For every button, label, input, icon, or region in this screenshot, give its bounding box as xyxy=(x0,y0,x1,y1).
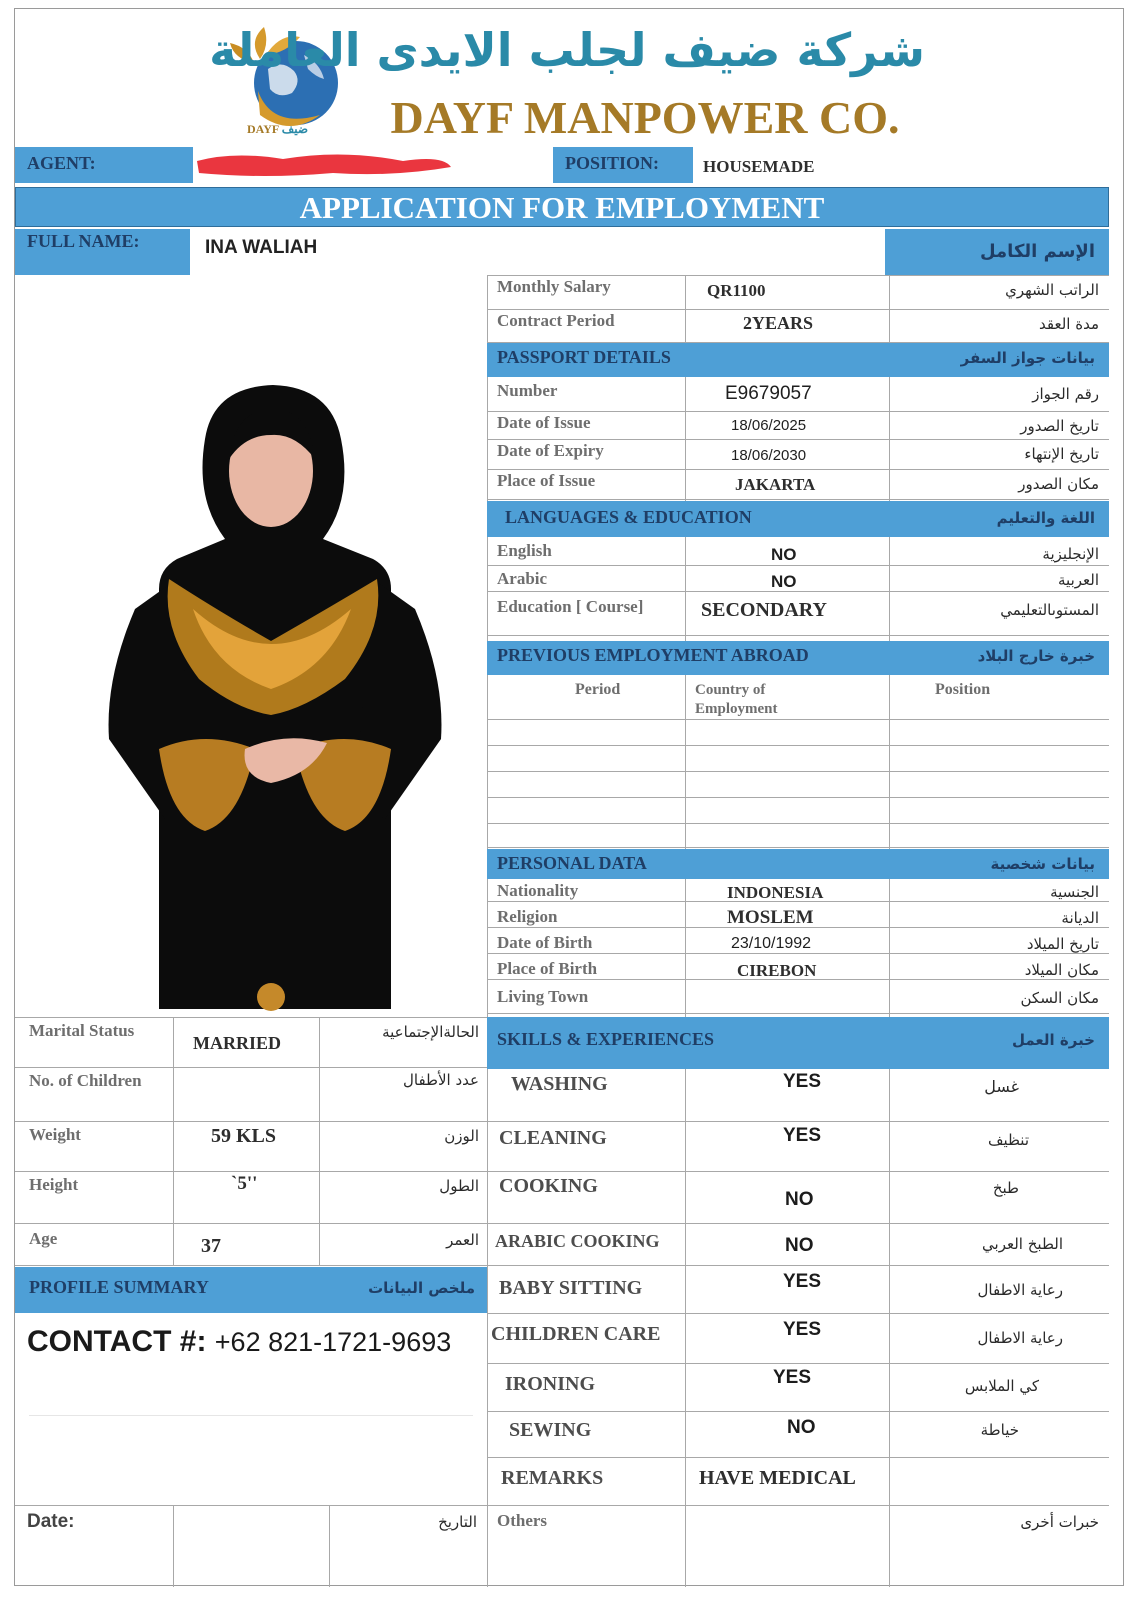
education-value: SECONDARY xyxy=(701,599,827,621)
company-name-arabic: شركة ضيف لجلب الايدى العاملة xyxy=(209,23,925,77)
marital-status-value: MARRIED xyxy=(193,1033,281,1053)
form-title: APPLICATION FOR EMPLOYMENT xyxy=(299,190,825,225)
date-of-issue-value: 18/06/2025 xyxy=(731,417,807,434)
profile-summary-arabic: ملخص البيانات xyxy=(368,1279,475,1297)
date-of-birth-value: 23/10/1992 xyxy=(731,935,812,952)
skill-ironing-arabic: كي الملابس xyxy=(964,1377,1039,1395)
position-label: POSITION: xyxy=(565,153,660,173)
date-of-expiry-label: Date of Expiry xyxy=(497,441,604,460)
religion-arabic: الديانة xyxy=(1061,909,1099,927)
contact-number xyxy=(27,1325,451,1359)
personal-data-label: PERSONAL DATA xyxy=(497,853,647,873)
marital-status-arabic: الحالةالإجتماعية xyxy=(382,1023,479,1041)
skill-sewing-label: SEWING xyxy=(509,1419,592,1441)
monthly-salary-label: Monthly Salary xyxy=(497,277,611,296)
contract-period-label: Contract Period xyxy=(497,311,615,330)
full-name-value: INA WALIAH xyxy=(205,237,318,258)
company-name-english: DAYF MANPOWER CO. xyxy=(390,92,900,143)
languages-header-arabic: اللغة والتعليم xyxy=(996,509,1095,527)
position-value: HOUSEMADE xyxy=(703,157,815,176)
languages-header-label: LANGUAGES & EDUCATION xyxy=(505,507,752,527)
contact-value: +62 821-1721-9693 xyxy=(214,1327,452,1357)
english-value: NO xyxy=(771,545,797,564)
skills-header-label: SKILLS & EXPERIENCES xyxy=(497,1029,715,1049)
skill-baby-sitting-label: BABY SITTING xyxy=(499,1277,643,1299)
age-value: 37 xyxy=(201,1235,221,1257)
skill-cooking-arabic: طبخ xyxy=(992,1179,1019,1197)
agent-label: AGENT: xyxy=(27,153,96,173)
place-of-birth-label: Place of Birth xyxy=(497,959,598,978)
contract-period-arabic: مدة العقد xyxy=(1039,315,1099,333)
skill-sewing-arabic: خياطة xyxy=(980,1421,1019,1439)
arabic-value: NO xyxy=(771,572,797,591)
marital-status-label: Marital Status xyxy=(29,1021,135,1040)
personal-data-arabic: بيانات شخصية xyxy=(990,855,1095,873)
date-of-issue-arabic: تاريخ الصدور xyxy=(1020,417,1099,435)
application-form xyxy=(14,8,1124,1586)
height-label: Height xyxy=(29,1175,79,1194)
children-arabic: عدد الأطفال xyxy=(403,1071,479,1089)
skill-cleaning-value: YES xyxy=(783,1125,822,1146)
skill-children-care-label: CHILDREN CARE xyxy=(491,1323,661,1345)
date-of-issue-label: Date of Issue xyxy=(497,413,591,432)
age-arabic: العمر xyxy=(446,1231,479,1249)
arabic-label: Arabic xyxy=(497,569,548,588)
height-value: `5'' xyxy=(231,1173,258,1194)
passport-number-value: E9679057 xyxy=(725,383,812,404)
living-town-arabic: مكان السكن xyxy=(1020,989,1099,1007)
passport-number-label: Number xyxy=(497,381,558,400)
date-of-birth-label: Date of Birth xyxy=(497,933,593,952)
weight-label: Weight xyxy=(29,1125,81,1144)
profile-summary-label: PROFILE SUMMARY xyxy=(29,1277,209,1297)
skills-header-arabic: خبرة العمل xyxy=(1011,1031,1095,1049)
date-of-expiry-arabic: تاريخ الإنتهاء xyxy=(1024,445,1099,463)
age-label: Age xyxy=(29,1229,58,1248)
nationality-value: INDONESIA xyxy=(727,883,824,902)
remarks-value: HAVE MEDICAL xyxy=(699,1467,856,1489)
religion-label: Religion xyxy=(497,907,558,926)
full-name-arabic: الإسم الكامل xyxy=(979,241,1095,262)
place-of-issue-label: Place of Issue xyxy=(497,471,596,490)
skill-ironing-label: IRONING xyxy=(505,1373,596,1395)
skill-cooking-label: COOKING xyxy=(499,1175,598,1197)
skill-sewing-value: NO xyxy=(787,1417,816,1438)
date-of-birth-arabic: تاريخ الميلاد xyxy=(1026,935,1099,953)
arabic-arabic: العربية xyxy=(1058,571,1099,589)
others-label: Others xyxy=(497,1511,548,1530)
skill-arabic-cooking-value: NO xyxy=(785,1235,814,1256)
prev-col-country: Country of Employment xyxy=(695,682,778,717)
agent-value-redacted xyxy=(193,147,553,183)
skill-baby-sitting-value: YES xyxy=(783,1271,822,1292)
logo-caption: DAYF ضيف xyxy=(247,122,309,136)
applicant-photo xyxy=(95,379,455,1014)
passport-header-label: PASSPORT DETAILS xyxy=(497,347,671,367)
prev-col-position: Position xyxy=(935,681,991,698)
skill-arabic-cooking-arabic: الطبخ العربي xyxy=(982,1235,1063,1253)
weight-arabic: الوزن xyxy=(444,1127,479,1145)
skill-cleaning-arabic: تنظيف xyxy=(987,1131,1029,1149)
skill-children-care-arabic: رعاية الاطفال xyxy=(977,1329,1063,1347)
remarks-label: REMARKS xyxy=(501,1467,604,1489)
date-label: Date: xyxy=(27,1511,75,1532)
english-arabic: الإنجليزية xyxy=(1042,545,1099,563)
skill-baby-sitting-arabic: رعاية الاطفال xyxy=(977,1281,1063,1299)
education-label: Education [ Course] xyxy=(497,597,644,616)
nationality-label: Nationality xyxy=(497,881,579,900)
previous-employment-arabic: خبرة خارج البلاد xyxy=(977,647,1095,665)
skill-arabic-cooking-label: ARABIC COOKING xyxy=(495,1231,660,1251)
monthly-salary-arabic: الراتب الشهري xyxy=(1005,281,1099,299)
date-arabic: التاريخ xyxy=(438,1513,477,1531)
place-of-issue-arabic: مكان الصدور xyxy=(1018,475,1099,493)
nationality-arabic: الجنسية xyxy=(1050,883,1099,901)
contract-period-value: 2YEARS xyxy=(743,313,814,333)
education-arabic: المستوىالتعليمي xyxy=(1000,601,1099,619)
passport-header-arabic: بيانات جواز السفر xyxy=(960,349,1095,367)
height-arabic: الطول xyxy=(439,1177,479,1195)
place-of-birth-arabic: مكان الميلاد xyxy=(1024,961,1099,979)
contact-label: CONTACT #: xyxy=(27,1325,207,1358)
skill-ironing-value: YES xyxy=(773,1367,812,1388)
religion-value: MOSLEM xyxy=(727,907,814,928)
skill-washing-label: WASHING xyxy=(511,1073,608,1095)
monthly-salary-value: QR1100 xyxy=(707,281,766,300)
others-arabic: خبرات أخرى xyxy=(1020,1513,1099,1531)
skill-washing-value: YES xyxy=(783,1071,822,1092)
skill-cleaning-label: CLEANING xyxy=(499,1127,607,1149)
prev-col-period: Period xyxy=(575,681,621,698)
previous-employment-label: PREVIOUS EMPLOYMENT ABROAD xyxy=(497,645,809,665)
children-label: No. of Children xyxy=(29,1071,142,1090)
skill-cooking-value: NO xyxy=(785,1189,814,1210)
place-of-birth-value: CIREBON xyxy=(737,961,817,980)
full-name-label: FULL NAME: xyxy=(27,231,140,251)
living-town-label: Living Town xyxy=(497,987,589,1006)
place-of-issue-value: JAKARTA xyxy=(735,475,816,494)
skill-washing-arabic: غسل xyxy=(984,1077,1019,1096)
date-of-expiry-value: 18/06/2030 xyxy=(731,447,807,464)
passport-number-arabic: رقم الجواز xyxy=(1032,385,1099,403)
english-label: English xyxy=(497,541,552,560)
skill-children-care-value: YES xyxy=(783,1319,822,1340)
weight-value: 59 KLS xyxy=(211,1125,277,1147)
